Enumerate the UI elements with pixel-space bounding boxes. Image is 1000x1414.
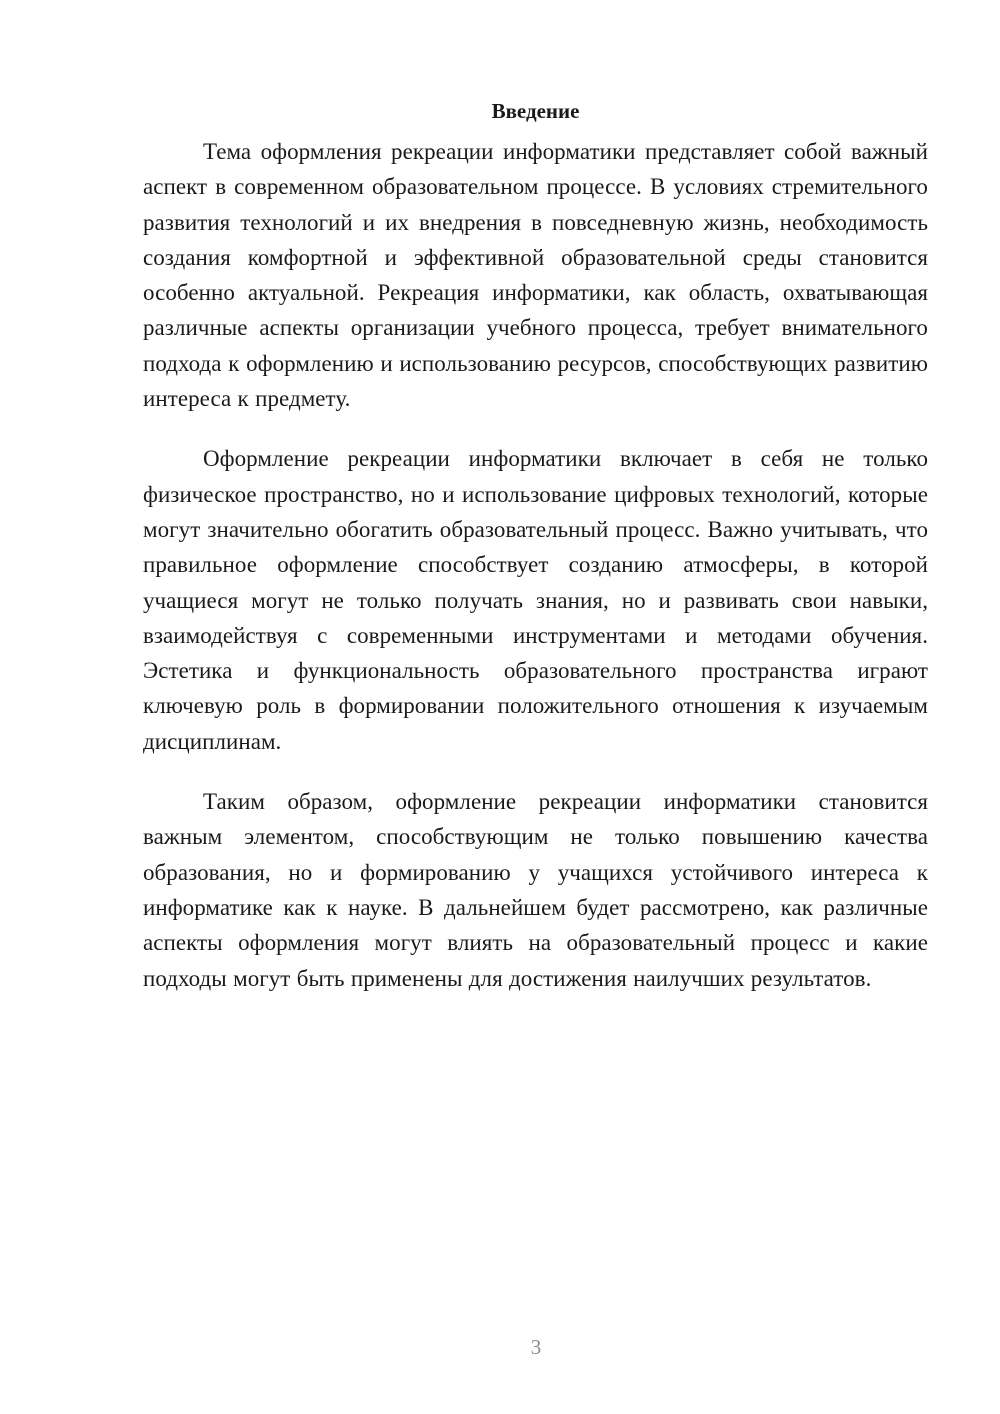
paragraph-2: Оформление рекреации информатики включает в себя не только физическое пространство, но и использование цифровых технологий, которые могут значительно обогатить образовательный процесс. Важно учитывать, что правильное оформление способствует созданию атмосферы, в которой учащиеся могут не только получать знания, но и развивать свои навыки, взаимодействуя с современными инструментами и методами обучения. Эстетика и функциональность образовательного пространства играют ключевую роль в формировании положительного отношения к изучаемым дисциплинам. — [143, 446, 928, 754]
page-number: 3 — [530, 1335, 542, 1359]
section-heading: Введение — [491, 99, 580, 123]
page-content — [143, 96, 928, 1021]
paragraph-1: Тема оформления рекреации информатики представляет собой важный аспект в современном образовательном процессе. В условиях стремительного развития технологий и их внедрения в повседневную жизнь, необходимость создания комфортной и эффективной образовательной среды становится особенно актуальной. Рекреация информатики, как область, охватывающая различные аспекты организации учебного процесса, требует внимательного подхода к оформлению и использованию ресурсов, способствующих развитию интереса к предмету. — [143, 139, 928, 412]
paragraph-3: Таким образом, оформление рекреации информатики становится важным элементом, способствующим не только повышению качества образования, но и формированию у учащихся устойчивого интереса к информатике как к науке. В дальнейшем будет рассмотрено, как различные аспекты оформления могут влиять на образовательный процесс и какие подходы могут быть применены для достижения наилучших результатов. — [143, 789, 928, 991]
